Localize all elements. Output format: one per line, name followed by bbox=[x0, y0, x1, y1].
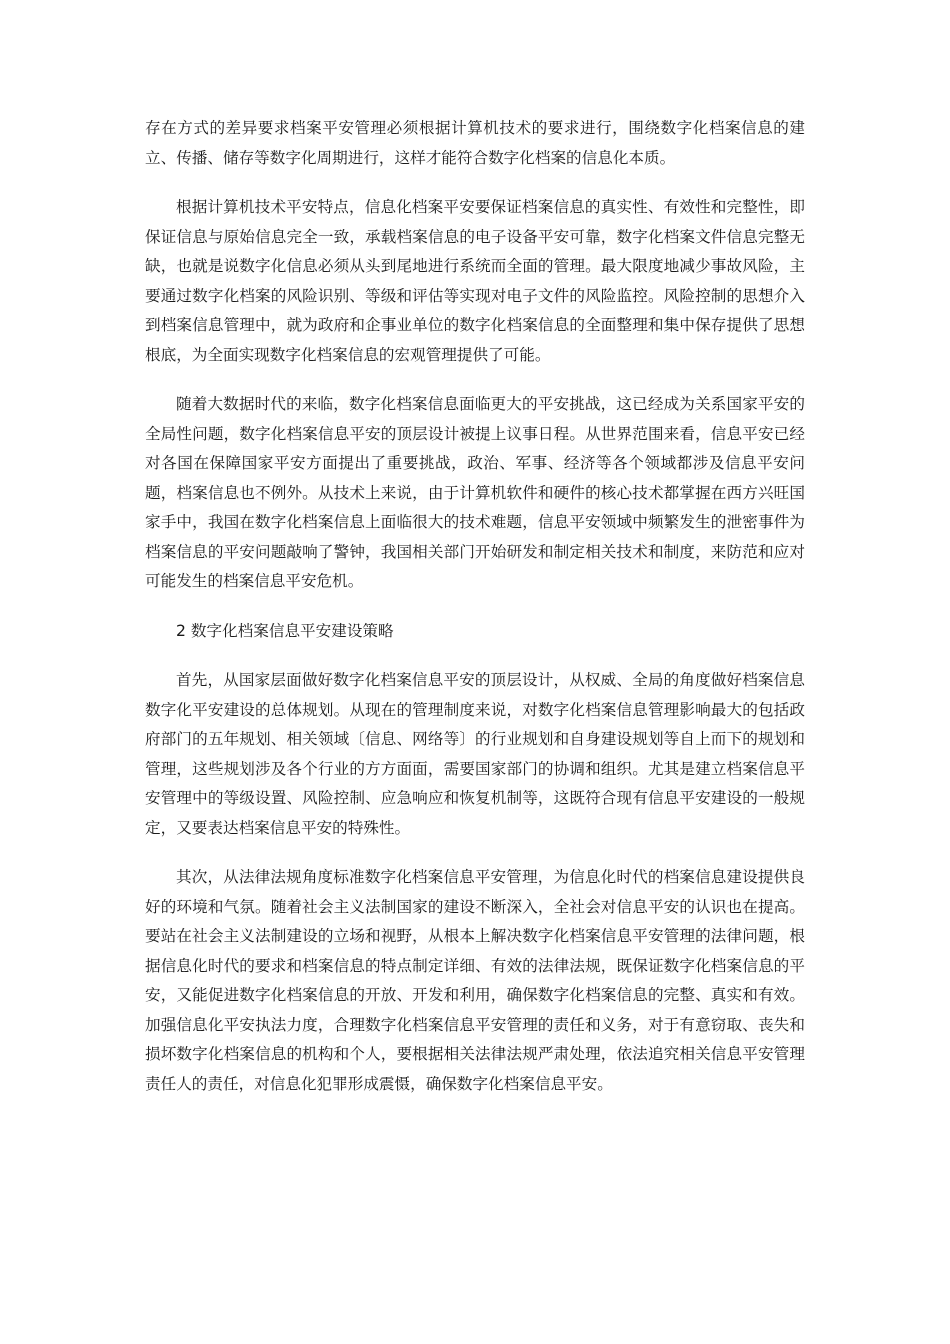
paragraph-first-strategy: 首先，从国家层面做好数字化档案信息平安的顶层设计，从权威、全局的角度做好档案信息数字化平安建设的总体规划。从现在的管理制度来说，对数字化档案信息管理影响最大的包括政府部门的五年规划、相关领域〔信息、网络等〕的行业规划和自身建设规划等自上而下的规划和管理，这些规划涉及各个行业的方方面面，需要国家部门的协调和组织。尤其是建立档案信息平安管理中的等级设置、风险控制、应急响应和恢复机制等，这既符合现有信息平安建设的一般规定，又要表达档案信息平安的特殊性。 bbox=[145, 671, 805, 837]
document-page bbox=[145, 114, 805, 1119]
paragraph-security-features: 根据计算机技术平安特点，信息化档案平安要保证档案信息的真实性、有效性和完整性，即保证信息与原始信息完全一致，承载档案信息的电子设备平安可靠，数字化档案文件信息完整无缺，也就是说数字化信息必须从头到尾地进行系统而全面的管理。最大限度地减少事故风险，主要通过数字化档案的风险识别、等级和评估等实现对电子文件的风险监控。风险控制的思想介入到档案信息管理中，就为政府和企事业单位的数字化档案信息的全面整理和集中保存提供了思想根底，为全面实现数字化档案信息的宏观管理提供了可能。 bbox=[145, 198, 805, 364]
paragraph-second-strategy: 其次，从法律法规角度标准数字化档案信息平安管理，为信息化时代的档案信息建设提供良好的环境和气氛。随着社会主义法制国家的建设不断深入，全社会对信息平安的认识也在提高。要站在社会主义法制建设的立场和视野，从根本上解决数字化档案信息平安管理的法律问题，根据信息化时代的要求和档案信息的特点制定详细、有效的法律法规，既保证数字化档案信息的平安，又能促进数字化档案信息的开放、开发和利用，确保数字化档案信息的完整、真实和有效。加强信息化平安执法力度，合理数字化档案信息平安管理的责任和义务，对于有意窃取、丧失和损坏数字化档案信息的机构和个人，要根据相关法律法规严肃处理，依法追究相关信息平安管理责任人的责任，对信息化犯罪形成震慑，确保数字化档案信息平安。 bbox=[145, 868, 805, 1093]
paragraph-big-data-challenges: 随着大数据时代的来临，数字化档案信息面临更大的平安挑战，这已经成为关系国家平安的全局性问题，数字化档案信息平安的顶层设计被提上议事日程。从世界范围来看，信息平安已经对各国在保障国家平安方面提出了重要挑战，政治、军事、经济等各个领域都涉及信息平安问题，档案信息也不例外。从技术上来说，由于计算机软件和硬件的核心技术都掌握在西方兴旺国家手中，我国在数字化档案信息上面临很大的技术难题，信息平安领域中频繁发生的泄密事件为档案信息的平安问题敲响了警钟，我国相关部门开始研发和制定相关技术和制度，来防范和应对可能发生的档案信息平安危机。 bbox=[145, 395, 805, 590]
paragraph-continued: 存在方式的差异要求档案平安管理必须根据计算机技术的要求进行，围绕数字化档案信息的建立、传播、储存等数字化周期进行，这样才能符合数字化档案的信息化本质。 bbox=[145, 119, 805, 167]
section-heading: 2 数字化档案信息平安建设策略 bbox=[176, 621, 394, 640]
